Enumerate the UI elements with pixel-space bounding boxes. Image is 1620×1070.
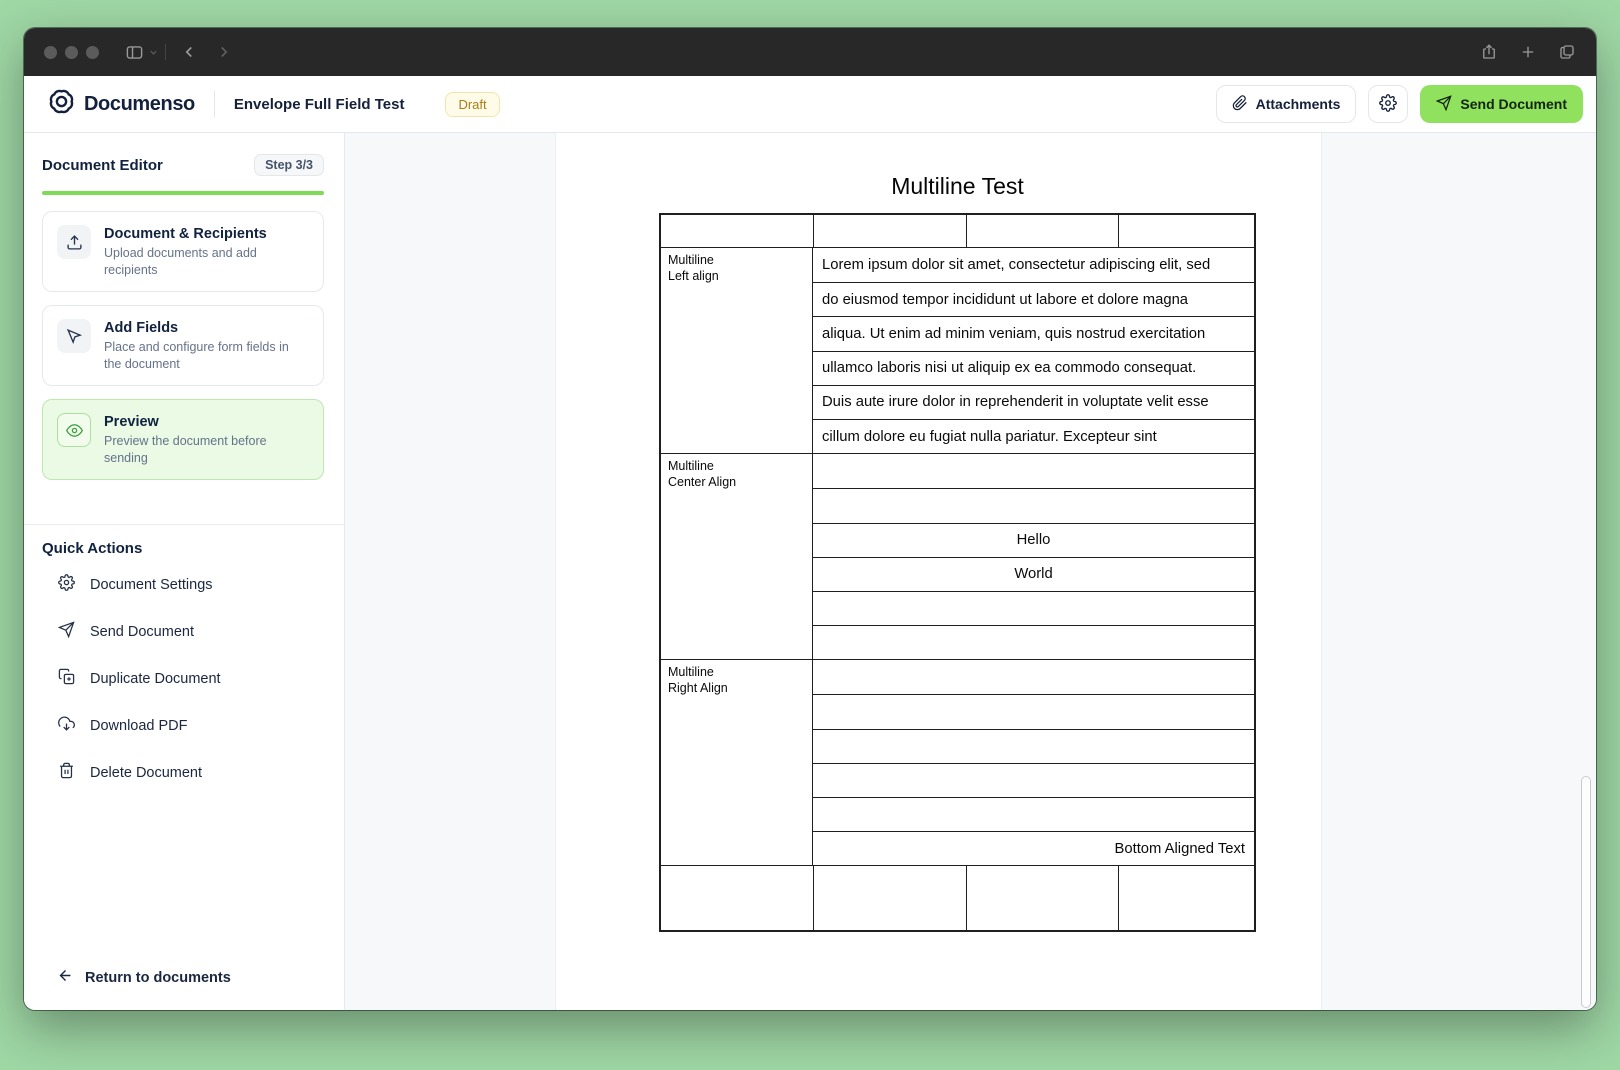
- share-icon[interactable]: [1480, 43, 1498, 61]
- zoom-window-button[interactable]: [86, 46, 99, 59]
- table-cell: [813, 866, 965, 930]
- upload-icon: [57, 225, 91, 259]
- tab-overview-icon[interactable]: [1558, 43, 1576, 61]
- document-editor-sidebar: [24, 133, 345, 1010]
- table-row: World: [813, 557, 1254, 591]
- table-row: [813, 797, 1254, 831]
- trash-icon: [58, 762, 75, 784]
- status-badge: Draft: [445, 92, 499, 117]
- sidebar-divider: [24, 524, 344, 525]
- arrow-left-icon: [57, 967, 74, 989]
- table-row: [813, 729, 1254, 763]
- cursor-icon: [57, 319, 91, 353]
- gear-icon: [1379, 94, 1397, 115]
- new-tab-icon[interactable]: [1519, 43, 1537, 61]
- download-cloud-icon: [58, 715, 75, 737]
- send-icon: [58, 621, 75, 643]
- table-row: do eiusmod tempor incididunt ut labore et dolore magna: [813, 282, 1254, 316]
- quick-action-download-pdf[interactable]: Download PDF: [58, 715, 324, 737]
- table-row: Bottom Aligned Text: [813, 831, 1254, 865]
- send-icon: [1436, 95, 1452, 114]
- table-row: Hello: [813, 523, 1254, 557]
- table-cell: [1118, 215, 1254, 247]
- table-row: Lorem ipsum dolor sit amet, consectetur adipiscing elit, sed: [822, 257, 1211, 274]
- duplicate-icon: [58, 668, 75, 690]
- table-row: cillum dolore eu fugiat nulla pariatur. Excepteur sint: [813, 419, 1254, 453]
- section-label: Multiline Left align: [661, 248, 813, 453]
- pdf-page: [555, 133, 1322, 1010]
- close-window-button[interactable]: [44, 46, 57, 59]
- table-cell: [966, 866, 1118, 930]
- document-title: Envelope Full Field Test: [233, 95, 405, 113]
- chrome-divider: [165, 44, 166, 60]
- send-document-button[interactable]: Send Document: [1420, 85, 1583, 123]
- quick-actions-title: Quick Actions: [42, 540, 143, 557]
- table-cell: [1118, 866, 1254, 930]
- table-row: [813, 454, 1254, 488]
- table-row: [813, 763, 1254, 797]
- table-cell: [661, 215, 813, 247]
- step-card-document-recipients[interactable]: Document & Recipients Upload documents and add recipients: [42, 211, 324, 292]
- document-viewer: [345, 133, 1596, 1010]
- table-row: [813, 488, 1254, 522]
- table-cell: [661, 866, 813, 930]
- table-row: [813, 694, 1254, 728]
- traffic-lights: [44, 46, 99, 59]
- documenso-logo-icon: [48, 88, 75, 120]
- table-header-row: [661, 215, 1254, 248]
- table-row: Duis aute irure dolor in reprehenderit in voluptate velit esse: [813, 385, 1254, 419]
- step-card-preview[interactable]: Preview Preview the document before sending: [42, 399, 324, 480]
- step-card-add-fields[interactable]: Add Fields Place and configure form fields in the document: [42, 305, 324, 386]
- attachments-button[interactable]: Attachments: [1216, 85, 1357, 123]
- vertical-scrollbar[interactable]: [1581, 776, 1591, 1008]
- return-to-documents-link[interactable]: Return to documents: [57, 967, 231, 989]
- app-header: [24, 76, 1596, 133]
- forward-icon[interactable]: [215, 43, 233, 61]
- progress-bar: [42, 191, 324, 195]
- table-row: aliqua. Ut enim ad minim veniam, quis nostrud exercitation: [813, 316, 1254, 350]
- quick-action-duplicate-document[interactable]: Duplicate Document: [58, 668, 324, 690]
- sidebar-toggle-icon[interactable]: [125, 43, 144, 62]
- minimize-window-button[interactable]: [65, 46, 78, 59]
- back-icon[interactable]: [180, 43, 198, 61]
- table-section-center-align: [661, 454, 1254, 660]
- table-row: [813, 591, 1254, 625]
- table-row: [813, 660, 1254, 694]
- section-label: Multiline Right Align: [661, 660, 813, 865]
- sidebar-title: Document Editor: [42, 156, 163, 174]
- table-row: [813, 625, 1254, 659]
- header-divider: [214, 91, 215, 117]
- brand[interactable]: [48, 88, 195, 120]
- quick-action-document-settings[interactable]: Document Settings: [58, 574, 324, 596]
- chevron-down-icon[interactable]: [148, 47, 159, 58]
- paperclip-icon: [1232, 95, 1248, 114]
- document-settings-button[interactable]: [1368, 85, 1408, 123]
- eye-icon: [57, 413, 91, 447]
- browser-window: [24, 28, 1596, 1010]
- pdf-table: [659, 213, 1256, 932]
- table-cell: [966, 215, 1118, 247]
- quick-action-delete-document[interactable]: Delete Document: [58, 762, 324, 784]
- pdf-document-title: Multiline Test: [891, 173, 1024, 199]
- gear-icon: [58, 574, 75, 596]
- browser-chrome-bar: [24, 28, 1596, 76]
- quick-action-send-document[interactable]: Send Document: [58, 621, 324, 643]
- step-badge: Step 3/3: [254, 154, 324, 176]
- brand-name: Documenso: [84, 92, 195, 115]
- table-footer-row: [661, 866, 1254, 930]
- table-cell: [813, 215, 965, 247]
- table-row: ullamco laboris nisi ut aliquip ex ea commodo consequat.: [813, 351, 1254, 385]
- table-section-left-align: [661, 248, 1254, 454]
- table-section-right-align: [661, 660, 1254, 866]
- section-label: Multiline Center Align: [661, 454, 813, 659]
